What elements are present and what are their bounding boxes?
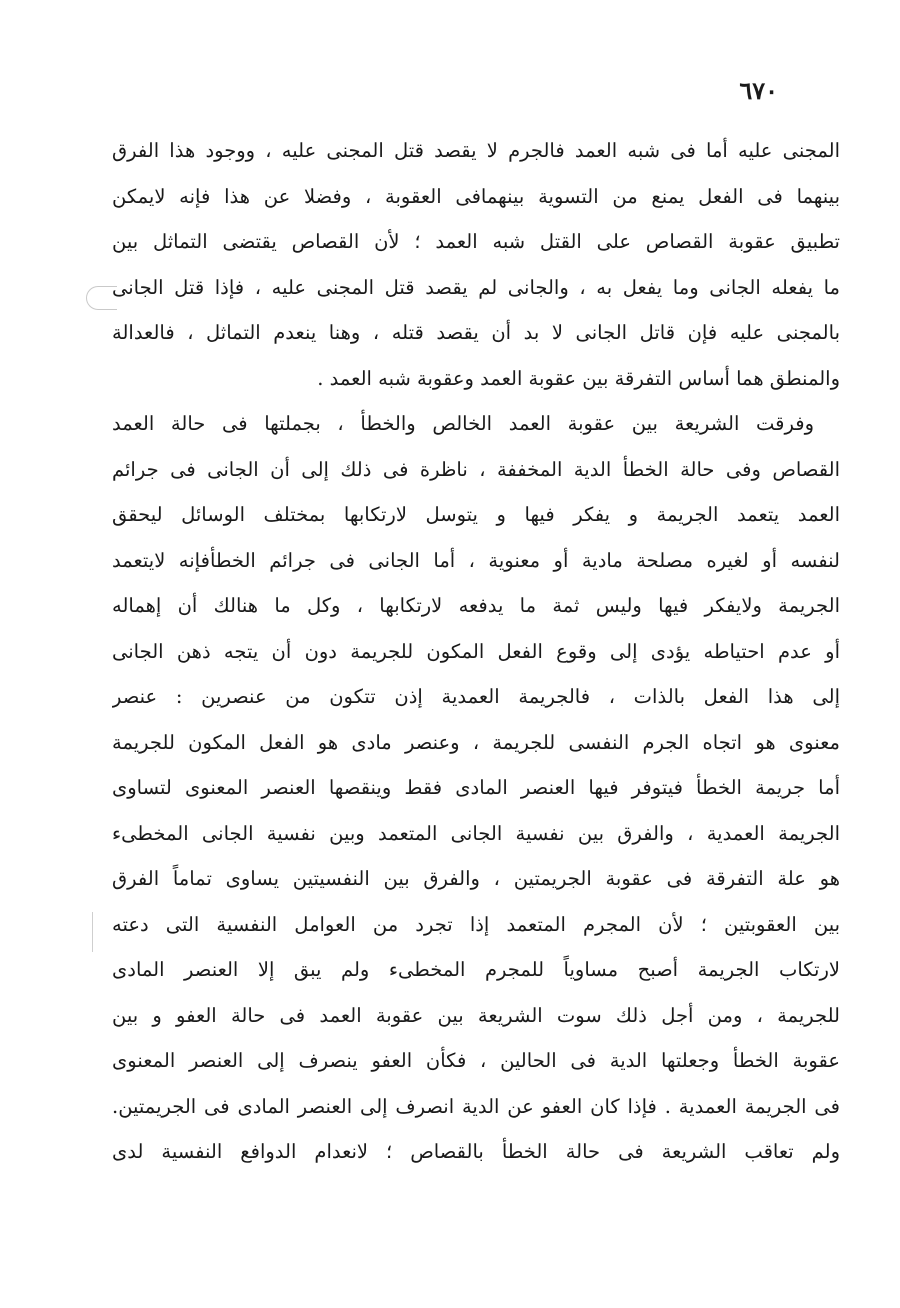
text-line-9: العمد يتعمد الجريمة و يفكر فيها و يتوسل لارتكابها بمختلف الوسائل ليحقق [112,503,840,526]
page-number: ٦٧٠ [739,76,778,105]
text-line-11: الجريمة ولايفكر فيها وليس ثمة ما يدفعه لارتكابها ، وكل ما هنالك أن إهماله [112,594,840,617]
text-line-14: معنوى هو اتجاه الجرم النفسى للجريمة ، وعنصر مادى هو الفعل المكون للجريمة [112,730,840,754]
text-line-1: المجنى عليه أما فى شبه العمد فالجرم لا يقصد قتل المجنى عليه ، ووجود هذا الفرق [112,139,840,162]
text-line-13: إلى هذا الفعل بالذات ، فالجريمة العمدية إذن تتكون من عنصرين : عنصر [112,685,840,708]
text-line-8: القصاص وفى حالة الخطأ الدية المخففة ، ناظرة فى ذلك إلى أن الجانى فى جرائم [112,457,840,481]
text-line-10: لنفسه أو لغيره مصلحة مادية أو معنوية ، أما الجانى فى جرائم الخطأفإنه لايتعمد [112,548,840,572]
edge-scan-mark [92,912,93,952]
text-line-2: بينهما فى الفعل يمنع من التسوية بينهمافى العقوبة ، وفضلا عن هذا فإنه لايمكن [112,184,840,208]
text-line-20: للجريمة ، ومن أجل ذلك سوت الشريعة بين عقوبة العمد فى حالة العفو و بين [112,1003,840,1027]
body-text [112,128,840,1175]
text-line-23: ولم تعاقب الشريعة فى حالة الخطأ بالقصاص ؛ لانعدام الدوافع النفسية لدى [112,1140,840,1163]
text-line-6: والمنطق هما أساس التفرقة بين عقوبة العمد وعقوبة شبه العمد . [317,366,840,390]
text-line-12: أو عدم احتياطه يؤدى إلى وقوع الفعل المكون للجريمة دون أن يتجه ذهن الجانى [112,639,840,663]
text-line-7: وفرقت الشريعة بين عقوبة العمد الخالص والخطأ ، بجملتها فى حالة العمد [112,412,814,435]
text-line-5: بالمجنى عليه فإن قاتل الجانى لا بد أن يقصد قتله ، وهنا ينعدم التماثل ، فالعدالة [112,321,840,344]
text-line-18: بين العقوبتين ؛ لأن المجرم المتعمد إذا تجرد من العوامل النفسية التى دعته [112,912,840,936]
text-line-17: هو علة التفرقة فى عقوبة الجريمتين ، والفرق بين النفسيتين يساوى تماماً الفرق [112,867,840,890]
text-line-16: الجريمة العمدية ، والفرق بين نفسية الجانى المتعمد وبين نفسية الجانى المخطىء [112,821,840,845]
text-line-4: ما يفعله الجانى وما يفعل به ، والجانى لم يقصد قتل المجنى عليه ، فإذا قتل الجانى [112,275,840,299]
text-line-22: فى الجريمة العمدية . فإذا كان العفو عن الدية انصرف إلى العنصر المادى فى الجريمتين. [112,1094,840,1118]
text-line-21: عقوبة الخطأ وجعلتها الدية فى الحالين ، فكأن العفو ينصرف إلى العنصر المعنوى [112,1049,840,1072]
text-line-15: أما جريمة الخطأ فيتوفر فيها العنصر المادى فقط وينقصها العنصر المعنوى لتساوى [112,776,840,799]
text-line-19: لارتكاب الجريمة أصبح مساوياً للمجرم المخطىء ولم يبق إلا العنصر المادى [112,958,840,981]
text-line-3: تطبيق عقوبة القصاص على القتل شبه العمد ؛ لأن القصاص يقتضى التماثل بين [112,230,840,253]
